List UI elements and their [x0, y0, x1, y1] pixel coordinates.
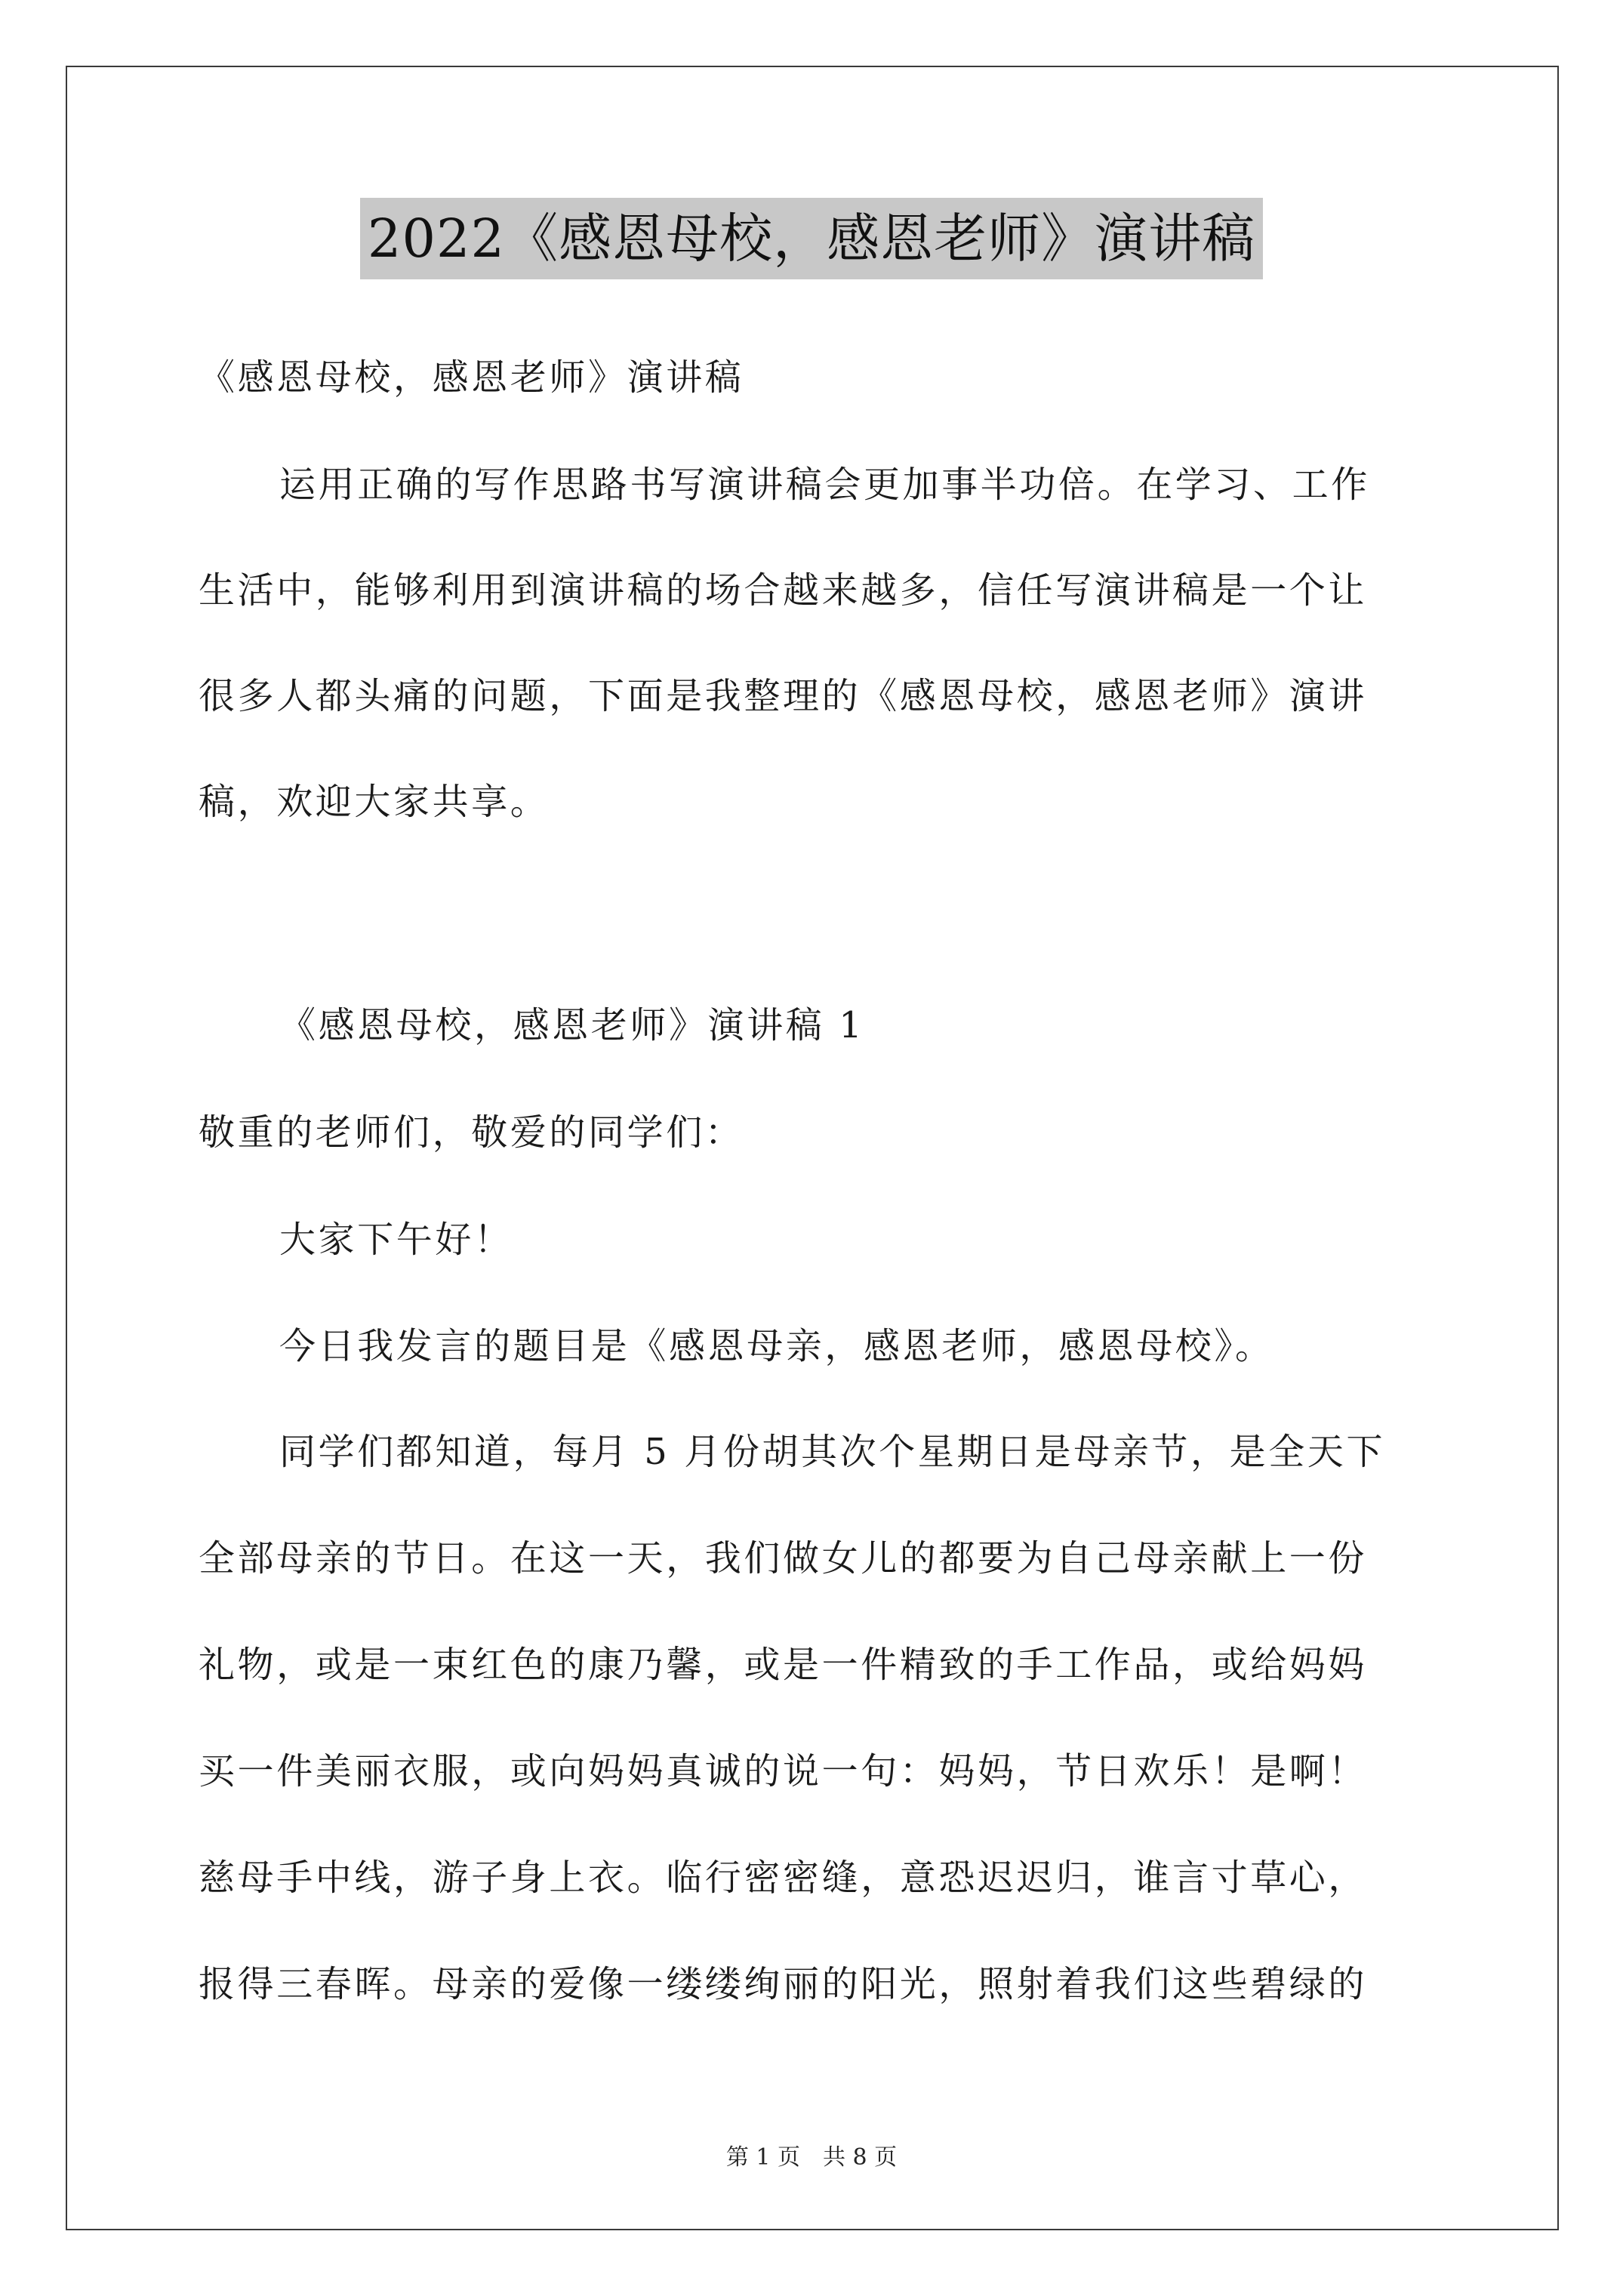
paragraph-line: 报得三春晖。母亲的爱像一缕缕绚丽的阳光，照射着我们这些碧绿的 — [199, 1963, 1368, 2005]
paragraph-line: 礼物，或是一束红色的康乃馨，或是一件精致的手工作品，或给妈妈 — [199, 1644, 1368, 1686]
subtitle-line: 《感恩母校，感恩老师》演讲稿 — [199, 356, 744, 399]
paragraph-line: 慈母手中线，游子身上衣。临行密密缝，意恐迟迟归，谁言寸草心， — [199, 1857, 1368, 1899]
salutation-line: 敬重的老师们，敬爱的同学们： — [199, 1111, 744, 1154]
page-number-footer: 第 1 页 共 8 页 — [725, 2144, 898, 2171]
title-container — [0, 198, 1623, 279]
paragraph-line: 今日我发言的题目是《感恩母亲，感恩老师，感恩母校》。 — [279, 1325, 1274, 1367]
paragraph-line: 全部母亲的节日。在这一天，我们做女儿的都要为自己母亲献上一份 — [199, 1537, 1368, 1579]
document-title: 2022《感恩母校，感恩老师》演讲稿 — [360, 198, 1263, 279]
section-heading: 《感恩母校，感恩老师》演讲稿 1 — [279, 1004, 865, 1046]
paragraph-line: 运用正确的写作思路书写演讲稿会更加事半功倍。在学习、工作 — [279, 464, 1370, 506]
paragraph-line: 同学们都知道，每月 5 月份胡其次个星期日是母亲节，是全天下 — [279, 1431, 1386, 1473]
paragraph-line: 买一件美丽衣服，或向妈妈真诚的说一句：妈妈，节日欢乐！是啊！ — [199, 1750, 1368, 1792]
paragraph-line: 稿，欢迎大家共享。 — [199, 781, 550, 823]
paragraph-line: 生活中，能够利用到演讲稿的场合越来越多，信任写演讲稿是一个让 — [199, 569, 1368, 612]
paragraph-line: 很多人都头痛的问题，下面是我整理的《感恩母校，感恩老师》演讲 — [199, 675, 1368, 717]
greeting-line: 大家下午好！ — [279, 1219, 513, 1261]
